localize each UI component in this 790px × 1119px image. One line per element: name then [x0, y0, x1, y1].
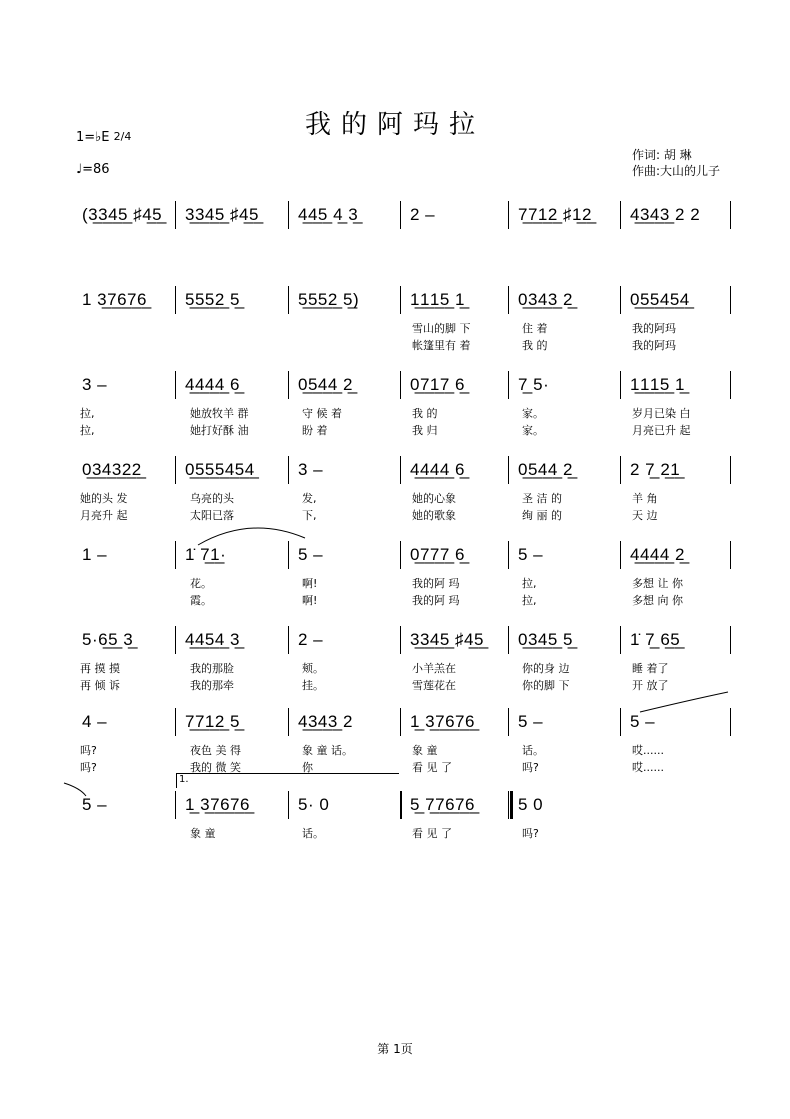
lyric-line-1: 岁月已染 白 [632, 407, 691, 420]
lyric-line-1: 哎...... [632, 744, 664, 757]
page-number: 第 1页 [377, 1042, 413, 1056]
lyric-line-1: 我的那脸 [190, 662, 234, 675]
lyric-line-1: 夜色 美 得 [190, 744, 241, 757]
volta-label: 1. [179, 774, 189, 785]
lyric-line-1: 她放牧羊 群 [190, 407, 249, 420]
lyric-line-2: 天 边 [632, 509, 658, 522]
lyric-line-1: 颊。 [302, 662, 324, 675]
measure: (3̲3̲4̲5̲ ♯4̲5̲ [82, 205, 163, 224]
lyric-line-1: 你的身 边 [522, 662, 570, 675]
lyric-line-2: 月亮升 起 [80, 509, 128, 522]
lyric-line-1: 雪山的脚 下 [412, 322, 471, 335]
lyric-line-2: 吗? [522, 761, 539, 774]
lyric-line-2: 多想 向 你 [632, 594, 683, 607]
lyric-line-1: 圣 洁 的 [522, 492, 562, 505]
lyric-line-1: 象 童 [190, 827, 216, 840]
measure: 4̲4̲5̲4̲ 3̲ [185, 630, 240, 649]
song-title: 我的阿玛拉 [304, 110, 485, 140]
measure: 1̲1̲1̲5̲ 1̲ [630, 375, 685, 394]
measure: 7̲ 5· [518, 375, 550, 394]
lyric-line-2: 吗? [80, 761, 97, 774]
lyric-line-1: 乌亮的头 [190, 492, 234, 505]
lyric-line-1: 我 的 [412, 407, 438, 420]
tie-slur [64, 783, 86, 796]
lyric-line-1: 住 着 [522, 322, 548, 335]
measure: 1̇ 7̲1̲· [185, 545, 227, 564]
measure: 5 – [82, 795, 108, 814]
lyric-line-1: 拉, [80, 407, 95, 420]
lyricist-credit: 作词: 胡 琳 [632, 148, 692, 162]
lyric-line-2: 月亮已升 起 [632, 424, 691, 437]
measure: 0̲5̲5̲5̲4̲5̲4̲ [185, 460, 255, 479]
lyric-line-1: 小羊羔在 [412, 662, 456, 675]
lyric-line-2: 家。 [522, 424, 544, 437]
lyric-line-2: 我的 微 笑 [190, 761, 241, 774]
measure: 0̲5̲4̲4̲ 2̲ [298, 375, 353, 394]
measure: 1̲ 3̲7̲6̲7̲6̲ [410, 712, 475, 731]
lyric-line-2: 我 的 [522, 339, 548, 352]
lyric-line-1: 象 童 [412, 744, 438, 757]
measure: 4̲4̲4̲4̲ 6̲ [410, 460, 465, 479]
measure: 0̲5̲5̲4̲5̲4̲ [630, 290, 690, 309]
measure: 5 – [518, 545, 544, 564]
lyric-line-2: 哎...... [632, 761, 664, 774]
lyric-line-2: 拉, [80, 424, 95, 437]
measure: 7̲7̲1̲2̲ 5̲ [185, 712, 240, 731]
measure: 3 – [298, 460, 324, 479]
lyric-line-2: 拉, [522, 594, 537, 607]
measure: 0̲3̲4̲3̲ 2̲ [518, 290, 573, 309]
measure: 0̲3̲4̲5̲ 5̲ [518, 630, 573, 649]
lyric-line-1: 家。 [522, 407, 544, 420]
measure: 5̲5̲5̲2̲ 5̲) [298, 290, 360, 309]
lyric-line-1: 发, [302, 492, 317, 505]
lyric-line-2: 我 归 [412, 424, 438, 437]
lyric-line-2: 再 倾 诉 [80, 679, 120, 692]
phrase-slur [198, 528, 305, 545]
measure: 5· 0 [298, 795, 330, 814]
measure: 2 – [298, 630, 324, 649]
lyric-line-2: 霞。 [190, 594, 212, 607]
lyric-line-2: 啊! [302, 594, 318, 607]
lyric-line-1: 我的阿 玛 [412, 577, 460, 590]
tie-slur [640, 692, 728, 712]
measure: 1̲1̲1̲5̲ 1̲ [410, 290, 465, 309]
lyric-line-2: 她的歌象 [412, 509, 456, 522]
lyric-line-2: 你的脚 下 [522, 679, 570, 692]
measure: 4̲4̲5̲ 4̲ 3̲ [298, 205, 359, 224]
measure: 5 – [630, 712, 656, 731]
measure: 4̲3̲4̲3̲ 2 2 [630, 205, 701, 224]
lyric-line-1: 她的心象 [412, 492, 456, 505]
measure: 5̲5̲5̲2̲ 5̲ [185, 290, 240, 309]
lyric-line-1: 拉, [522, 577, 537, 590]
measure: 5 – [518, 712, 544, 731]
tempo-marking: ♩=86 [76, 162, 110, 177]
lyric-line-2: 绚 丽 的 [522, 509, 562, 522]
lyric-line-2: 太阳已落 [190, 509, 234, 522]
measure: 5 – [298, 545, 324, 564]
measure: 4̲3̲4̲3̲ 2 [298, 712, 353, 731]
lyric-line-1: 再 摸 摸 [80, 662, 120, 675]
lyric-line-2: 她打好酥 油 [190, 424, 249, 437]
lyric-line-2: 看 见 了 [412, 761, 452, 774]
lyric-line-1: 多想 让 你 [632, 577, 683, 590]
lyric-line-1: 话。 [522, 744, 544, 757]
lyric-line-2: 我的阿 玛 [412, 594, 460, 607]
measure: 2 – [410, 205, 436, 224]
lyric-line-1: 啊! [302, 577, 318, 590]
measure: 4 – [82, 712, 108, 731]
lyric-line-2: 我的阿玛 [632, 339, 676, 352]
measure: 1 – [82, 545, 108, 564]
measure: 1̇ 7̲ 6̲5̲ [630, 630, 681, 649]
composer-credit: 作曲:大山的儿子 [632, 164, 721, 178]
measure: 1̲ 3̲7̲6̲7̲6̲ [185, 795, 250, 814]
time-signature: 2/4 [113, 130, 132, 143]
lyric-line-2: 盼 着 [302, 424, 328, 437]
measure: 5·6̲5̲ 3̲ [82, 630, 134, 649]
measure: 0̲3̲4̲3̲2̲2̲ [82, 460, 142, 479]
lyric-line-1: 吗? [522, 827, 539, 840]
lyric-line-1: 我的阿玛 [632, 322, 676, 335]
measure: 5̲ 7̲7̲6̲7̲6̲ [410, 795, 475, 814]
measure: 0̲7̲7̲7̲ 6̲ [410, 545, 465, 564]
lyric-line-1: 守 候 着 [302, 407, 342, 420]
measure: 3 – [82, 375, 108, 394]
measure: 7̲7̲1̲2̲ ♯1̲2̲ [518, 205, 592, 224]
key-label: 1=♭E [76, 130, 110, 145]
lyric-line-1: 话。 [302, 827, 324, 840]
measure: 0̲5̲4̲4̲ 2̲ [518, 460, 573, 479]
lyric-line-1: 吗? [80, 744, 97, 757]
lyric-line-2: 挂。 [302, 679, 324, 692]
lyric-line-1: 象 童 话。 [302, 744, 353, 757]
measure: 3̲3̲4̲5̲ ♯4̲5̲ [410, 630, 484, 649]
lyric-line-2: 雪莲花在 [412, 679, 456, 692]
measure: 4̲4̲4̲4̲ 2̲ [630, 545, 685, 564]
lyric-line-2: 我的那牵 [190, 679, 234, 692]
lyric-line-2: 帐篷里有 着 [412, 339, 471, 352]
lyric-line-1: 睡 着了 [632, 662, 669, 675]
measure: 1 3̲7̲6̲7̲6̲ [82, 290, 147, 309]
lyric-line-2: 你 [302, 761, 313, 774]
measure: 2 7̲ 2̲1̲ [630, 460, 681, 479]
measure: 0̲7̲1̲7̲ 6̲ [410, 375, 465, 394]
lyric-line-2: 开 放了 [632, 679, 669, 692]
lyric-line-1: 看 见 了 [412, 827, 452, 840]
measure: 4̲4̲4̲4̲ 6̲ [185, 375, 240, 394]
lyric-line-1: 她的头 发 [80, 492, 128, 505]
lyric-line-1: 羊 角 [632, 492, 658, 505]
measure: 5 0 [518, 795, 544, 814]
lyric-line-2: 下, [302, 509, 317, 522]
measure: 3̲3̲4̲5̲ ♯4̲5̲ [185, 205, 259, 224]
lyric-line-1: 花。 [190, 577, 212, 590]
